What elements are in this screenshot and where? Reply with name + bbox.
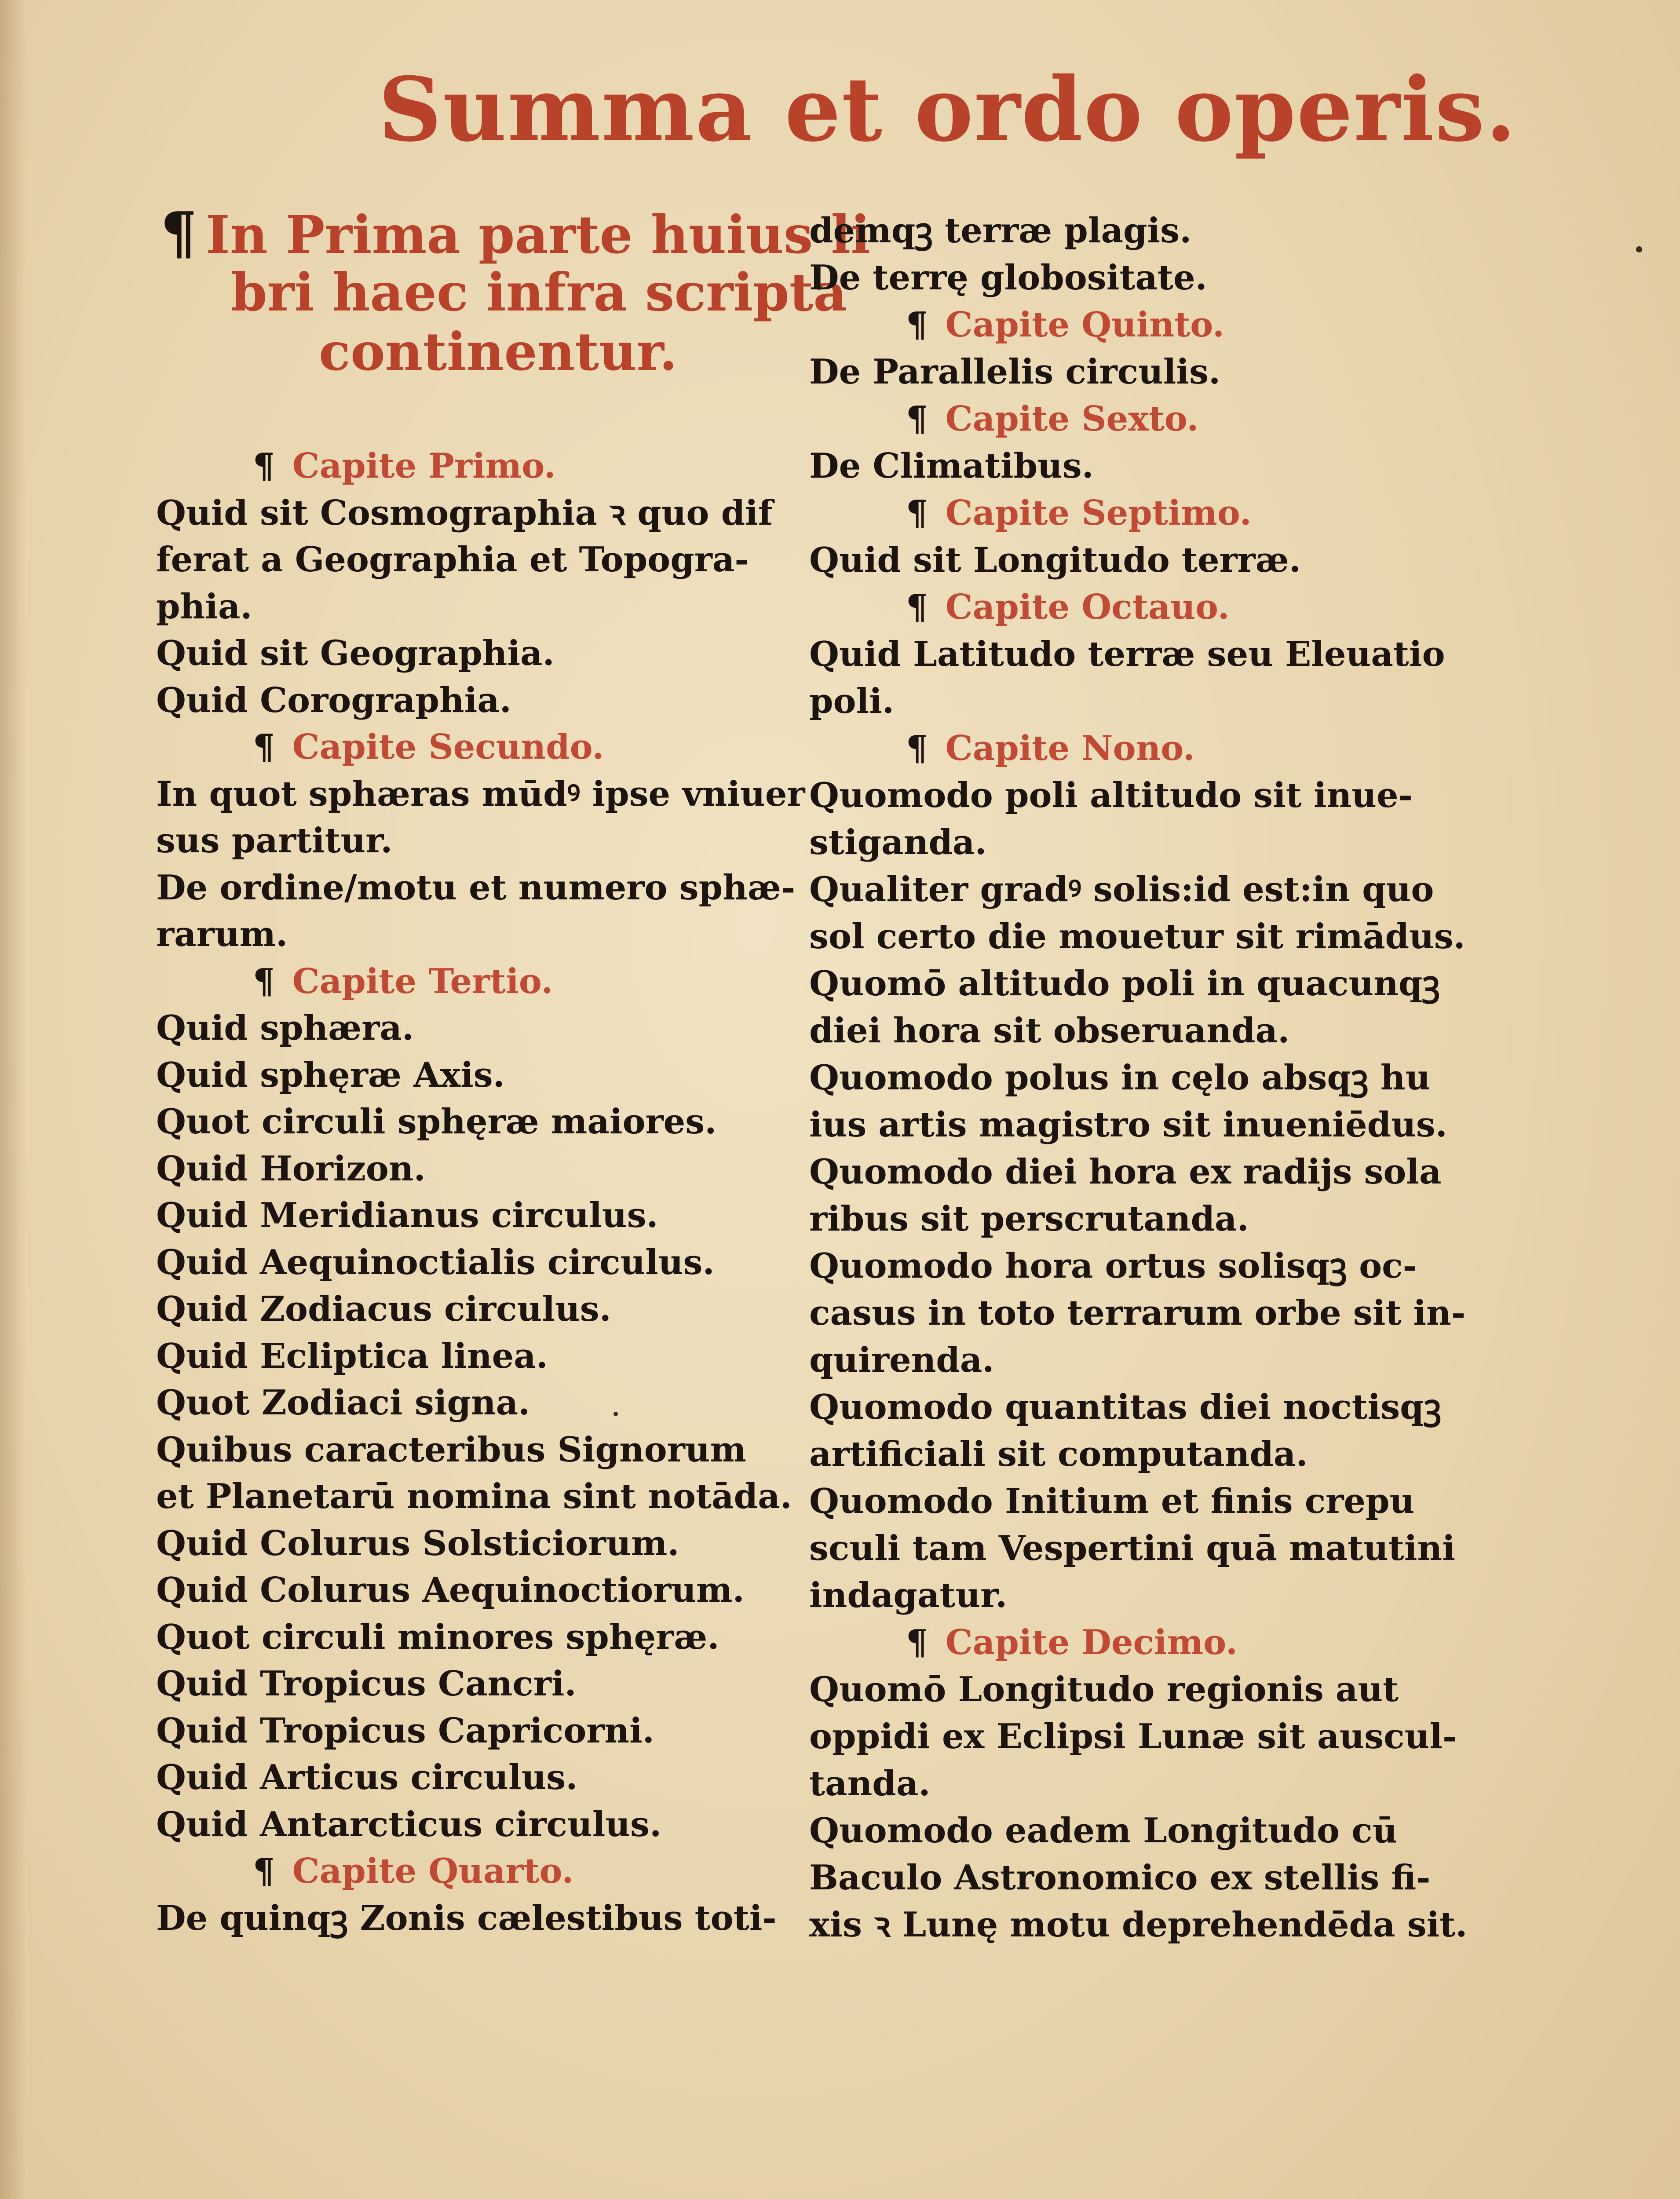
intro-line: ¶ In Prima parte huius li bbox=[161, 199, 871, 267]
contents-entry: Quid Colurus Solsticiorum. bbox=[156, 1523, 679, 1563]
contents-entry: De Climatibus. bbox=[809, 446, 1094, 486]
contents-entry: sol certo die mouetur sit rimādus. bbox=[809, 917, 1465, 957]
chapter-heading-label: Capite Primo. bbox=[292, 446, 556, 486]
contents-entry: Quomodo quantitas diei noctisqꝫ bbox=[809, 1387, 1442, 1427]
contents-entry: Quid Meridianus circulus. bbox=[156, 1195, 658, 1235]
pilcrow-icon: ¶ bbox=[906, 493, 928, 533]
contents-entry: Quomodo poli altitudo sit inue- bbox=[809, 775, 1413, 815]
contents-entry: et Planetarū nomina sint notāda. bbox=[156, 1476, 792, 1516]
chapter-heading-label: Capite Octauo. bbox=[945, 587, 1230, 627]
contents-entry: casus in toto terrarum orbe sit in- bbox=[809, 1293, 1466, 1333]
contents-entry: tanda. bbox=[809, 1764, 931, 1804]
contents-entry: rarum. bbox=[156, 914, 288, 954]
chapter-heading bbox=[253, 960, 553, 1004]
contents-entry: De quinqꝫ Zonis cælestibus toti- bbox=[156, 1898, 777, 1938]
contents-entry: Quot circuli sphęræ maiores. bbox=[156, 1102, 717, 1142]
contents-entry: Quid sit Geographia. bbox=[156, 633, 555, 673]
chapter-heading-label: Capite Septimo. bbox=[945, 493, 1252, 533]
contents-entry: Quid Latitudo terræ seu Eleuatio bbox=[809, 634, 1445, 674]
pilcrow-icon: ¶ bbox=[161, 199, 197, 267]
contents-entry: Quid sit Cosmographia ꝛ quo dif bbox=[156, 493, 773, 533]
chapter-heading-label: Capite Secundo. bbox=[292, 727, 604, 767]
page-title: Summa et ordo operis. bbox=[378, 58, 1517, 161]
contents-entry: In quot sphæras mūdꝰ ipse vniuer bbox=[156, 774, 805, 814]
contents-entry: Quid Tropicus Capricorni. bbox=[156, 1710, 654, 1751]
contents-entry: Quid Ecliptica linea. bbox=[156, 1336, 548, 1376]
contents-entry: Quid Tropicus Cancri. bbox=[156, 1664, 577, 1704]
contents-entry: indagatur. bbox=[809, 1575, 1008, 1615]
pilcrow-icon: ¶ bbox=[906, 728, 928, 768]
contents-entry: stiganda. bbox=[809, 822, 987, 862]
contents-entry: Quid sit Longitudo terræ. bbox=[809, 540, 1301, 580]
pilcrow-icon: ¶ bbox=[253, 446, 275, 486]
intro-line: bri haec infra scripta bbox=[231, 262, 847, 323]
contents-entry: Quid Antarcticus circulus. bbox=[156, 1804, 662, 1845]
chapter-heading bbox=[906, 1621, 1238, 1665]
contents-entry: sculi tam Vespertini quā matutini bbox=[809, 1528, 1455, 1568]
pilcrow-icon: ¶ bbox=[906, 1622, 928, 1662]
intro-line: continentur. bbox=[319, 321, 678, 382]
contents-entry: Quid Horizon. bbox=[156, 1148, 426, 1189]
contents-entry: ribus sit perscrutanda. bbox=[809, 1199, 1249, 1239]
chapter-heading-label: Capite Nono. bbox=[945, 728, 1195, 768]
chapter-heading bbox=[253, 444, 556, 488]
contents-entry: Quid sphęræ Axis. bbox=[156, 1055, 505, 1095]
pilcrow-icon: ¶ bbox=[253, 961, 275, 1001]
contents-entry: De ordine/motu et numero sphæ- bbox=[156, 867, 796, 908]
contents-entry: Quomō Longitudo regionis aut bbox=[809, 1669, 1399, 1710]
pilcrow-icon: ¶ bbox=[253, 727, 275, 767]
contents-entry: Quid Articus circulus. bbox=[156, 1757, 578, 1797]
ink-speck bbox=[614, 1412, 618, 1416]
contents-entry: Quomodo hora ortus solisqꝫ oc- bbox=[809, 1246, 1417, 1286]
contents-entry: ius artis magistro sit inueniēdus. bbox=[809, 1105, 1447, 1145]
chapter-heading bbox=[253, 1849, 573, 1893]
contents-entry: Quomodo diei hora ex radijs sola bbox=[809, 1152, 1442, 1192]
pilcrow-icon: ¶ bbox=[253, 1851, 275, 1891]
contents-entry: sus partitur. bbox=[156, 821, 393, 861]
contents-entry: quirenda. bbox=[809, 1340, 994, 1380]
chapter-heading bbox=[906, 397, 1199, 441]
pilcrow-icon: ¶ bbox=[906, 587, 928, 627]
contents-entry: Baculo Astronomico ex stellis fi- bbox=[809, 1858, 1431, 1898]
ink-speck bbox=[1636, 246, 1642, 252]
contents-entry: Quid Colurus Aequinoctiorum. bbox=[156, 1570, 745, 1610]
contents-entry: Quibus caracteribus Signorum bbox=[156, 1429, 747, 1470]
contents-entry: Quid Corographia. bbox=[156, 680, 511, 720]
chapter-heading bbox=[906, 491, 1252, 535]
contents-entry: xis ꝛ Lunę motu deprehendēda sit. bbox=[809, 1905, 1468, 1945]
chapter-heading bbox=[906, 303, 1224, 347]
contents-entry: Quomō altitudo poli in quacunqꝫ bbox=[809, 964, 1440, 1004]
chapter-heading-label: Capite Quinto. bbox=[945, 305, 1225, 345]
chapter-heading-label: Capite Tertio. bbox=[292, 961, 553, 1001]
contents-entry: Quomodo polus in cęlo absqꝫ hu bbox=[809, 1058, 1431, 1098]
chapter-heading-label: Capite Sexto. bbox=[945, 399, 1199, 439]
contents-entry: Quomodo eadem Longitudo cū bbox=[809, 1811, 1398, 1851]
chapter-heading bbox=[906, 727, 1195, 771]
contents-entry: Quid sphæra. bbox=[156, 1008, 414, 1048]
contents-entry: Quot Zodiaci signa. bbox=[156, 1383, 530, 1423]
contents-entry: Qualiter gradꝰ solis:id est:in quo bbox=[809, 869, 1434, 910]
contents-entry: Quid Zodiacus circulus. bbox=[156, 1289, 611, 1329]
contents-entry: Quomodo Initium et finis crepu bbox=[809, 1481, 1415, 1521]
pilcrow-icon: ¶ bbox=[906, 305, 928, 345]
contents-entry: De Parallelis circulis. bbox=[809, 352, 1221, 392]
contents-entry: diei hora sit obseruanda. bbox=[809, 1011, 1290, 1051]
chapter-heading bbox=[906, 585, 1230, 629]
chapter-heading-label: Capite Quarto. bbox=[292, 1851, 574, 1891]
chapter-heading-label: Capite Decimo. bbox=[945, 1622, 1238, 1662]
contents-entry: demqꝫ terræ plagis. bbox=[809, 211, 1192, 251]
contents-entry: oppidi ex Eclipsi Lunæ sit auscul- bbox=[809, 1717, 1457, 1757]
contents-entry: poli. bbox=[809, 681, 894, 721]
contents-entry: De terrę globositate. bbox=[809, 258, 1207, 298]
contents-entry: Quid Aequinoctialis circulus. bbox=[156, 1242, 715, 1282]
contents-entry: phia. bbox=[156, 586, 252, 627]
pilcrow-icon: ¶ bbox=[906, 399, 928, 439]
contents-entry: artificiali sit computanda. bbox=[809, 1434, 1308, 1474]
chapter-heading bbox=[253, 725, 604, 769]
contents-entry: ferat a Geographia et Topogra- bbox=[156, 540, 749, 580]
contents-entry: Quot circuli minores sphęræ. bbox=[156, 1617, 719, 1657]
